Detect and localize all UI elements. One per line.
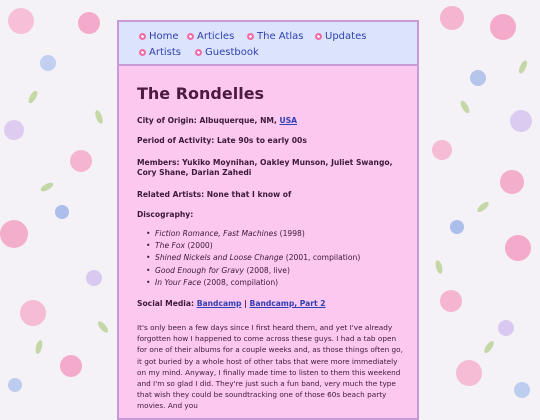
origin-country-link[interactable]: USA [279, 116, 298, 125]
leaf-decoration [96, 320, 110, 335]
content-panel [117, 20, 419, 420]
nav-guestbook-label: Guestbook [205, 47, 259, 58]
discography-label: Discography: [137, 210, 194, 219]
flower-decoration [40, 55, 56, 71]
leaf-decoration [517, 59, 528, 74]
flower-decoration [70, 150, 92, 172]
nav-articles-label: Articles [197, 31, 235, 42]
social-media-line [137, 299, 405, 309]
review-paragraph: It's only been a few days since I first heard them, and yet I've already forgotten how I happened to come across these guys. I had a tab open for one of their albums for a couple weeks and, as those things often go, it got buried by a whole host of other tabs that were more immediately on my mind. Anyway, I finally made time to listen to them this weekend and I'm so glad I did. They're just such a fun band, very much the type that wish they could be soundtracking one of those 60s beach party movies. And you [137, 323, 403, 411]
flower-decoration [456, 360, 482, 386]
social-separator: | [241, 299, 250, 308]
flower-decoration [432, 140, 452, 160]
flower-decoration [55, 205, 69, 219]
flower-bullet-icon [187, 33, 194, 40]
nav-articles[interactable] [187, 31, 234, 42]
flower-decoration [78, 12, 100, 34]
leaf-decoration [476, 200, 491, 214]
flower-decoration [440, 290, 462, 312]
origin-text: City of Origin: Albuquerque, NM, [137, 116, 277, 125]
flower-decoration [8, 8, 34, 34]
nav-artists[interactable] [139, 47, 181, 58]
nav-the-atlas[interactable] [247, 31, 303, 42]
flower-decoration [498, 320, 514, 336]
social-media-label: Social Media: [137, 299, 195, 308]
nav-home[interactable] [139, 31, 179, 42]
flower-decoration [450, 220, 464, 234]
flower-decoration [20, 300, 46, 326]
leaf-decoration [34, 339, 43, 354]
flower-decoration [490, 14, 516, 40]
flower-bullet-icon [195, 49, 202, 56]
period-line: Period of Activity: Late 90s to early 00s [137, 136, 307, 145]
page-title: The Rondelles [137, 84, 265, 103]
list-item: • Shined Nickels and Loose Change (2001, compilation) [146, 252, 360, 264]
members-line: Members: Yukiko Moynihan, Oakley Munson, Juliet Swango, Cory Shane, Darian Zahedi [137, 158, 393, 177]
flower-bullet-icon [315, 33, 322, 40]
related-artists-line: Related Artists: None that I know of [137, 190, 292, 199]
discography-list [146, 228, 360, 289]
list-item: • Good Enough for Gravy (2008, live) [146, 265, 360, 277]
flower-decoration [505, 235, 531, 261]
origin-line [137, 116, 405, 126]
nav-artists-label: Artists [149, 47, 181, 58]
bandcamp-part-2-link[interactable]: Bandcamp, Part 2 [249, 299, 326, 308]
nav-updates[interactable] [315, 31, 366, 42]
leaf-decoration [434, 259, 443, 274]
flower-bullet-icon [139, 49, 146, 56]
bandcamp-link[interactable]: Bandcamp [196, 299, 242, 308]
flower-decoration [86, 270, 102, 286]
flower-decoration [440, 6, 464, 30]
flower-decoration [8, 378, 22, 392]
site-nav [119, 22, 417, 66]
flower-decoration [510, 110, 532, 132]
list-item: • The Fox (2000) [146, 240, 360, 252]
leaf-decoration [27, 89, 39, 104]
leaf-decoration [459, 99, 471, 114]
flower-bullet-icon [247, 33, 254, 40]
flower-decoration [470, 70, 486, 86]
flower-bullet-icon [139, 33, 146, 40]
nav-the-atlas-label: The Atlas [257, 31, 304, 42]
leaf-decoration [483, 340, 496, 355]
leaf-decoration [94, 109, 104, 124]
flower-decoration [60, 355, 82, 377]
leaf-decoration [39, 181, 54, 193]
nav-guestbook[interactable] [195, 47, 259, 58]
list-item: • Fiction Romance, Fast Machines (1998) [146, 228, 360, 240]
nav-updates-label: Updates [325, 31, 367, 42]
nav-home-label: Home [149, 31, 179, 42]
flower-decoration [500, 170, 524, 194]
flower-decoration [514, 382, 530, 398]
flower-decoration [4, 120, 24, 140]
list-item: • In Your Face (2008, compilation) [146, 277, 360, 289]
flower-decoration [0, 220, 28, 248]
